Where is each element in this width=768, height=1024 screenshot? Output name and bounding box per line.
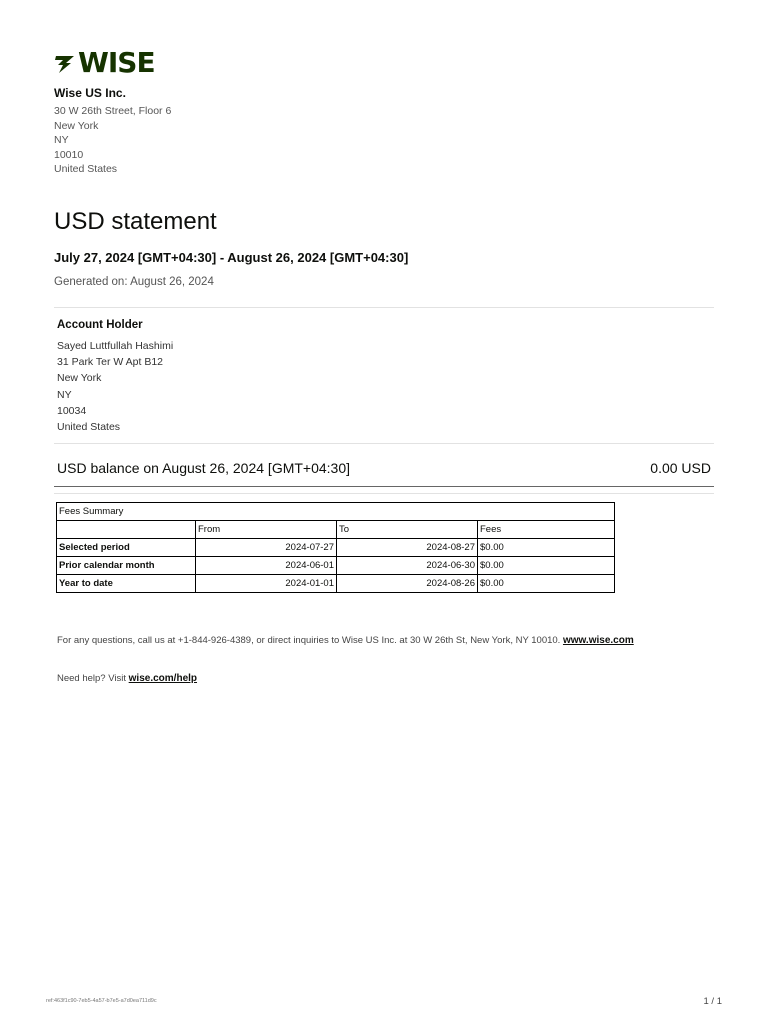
fees-summary-title: Fees Summary: [57, 503, 615, 521]
company-address-line: United States: [54, 163, 118, 176]
wise-logo: [54, 46, 155, 79]
row-label: Prior calendar month: [57, 557, 196, 575]
page-number: 1 / 1: [703, 996, 722, 1007]
help-info: [57, 673, 197, 684]
header-cell-fees: Fees: [478, 521, 615, 539]
account-holder-line: United States: [57, 421, 121, 434]
row-to: 2024-08-26: [337, 575, 478, 593]
company-name: Wise US Inc.: [54, 86, 126, 100]
header-cell-from: From: [196, 521, 337, 539]
help-text: Need help? Visit: [57, 673, 127, 684]
divider: [54, 443, 714, 444]
table-title-row: [57, 503, 615, 521]
header-cell-to: To: [337, 521, 478, 539]
wise-flag-icon: [54, 52, 76, 74]
table-row: [57, 575, 615, 593]
row-label: Year to date: [57, 575, 196, 593]
account-holder-line: New York: [57, 372, 102, 385]
divider: [54, 307, 714, 308]
row-from: 2024-07-27: [196, 539, 337, 557]
row-from: 2024-06-01: [196, 557, 337, 575]
statement-title: USD statement: [54, 208, 217, 235]
table-row: [57, 539, 615, 557]
divider: [54, 493, 714, 494]
account-holder-line: Sayed Luttfullah Hashimi: [57, 340, 174, 352]
row-fees: $0.00: [478, 557, 615, 575]
generated-date: Generated on: August 26, 2024: [54, 276, 214, 288]
row-to: 2024-08-27: [337, 539, 478, 557]
row-fees: $0.00: [478, 575, 615, 593]
company-address: [54, 104, 171, 177]
row-fees: $0.00: [478, 539, 615, 557]
balance-value: 0.00 USD: [650, 460, 711, 476]
account-holder-line: 31 Park Ter W Apt B12: [57, 356, 164, 369]
row-from: 2024-01-01: [196, 575, 337, 593]
balance-label: USD balance on August 26, 2024 [GMT+04:30]: [57, 460, 351, 476]
statement-period: July 27, 2024 [GMT+04:30] - August 26, 2024 [GMT+04:30]: [54, 250, 409, 265]
table-header-row: [57, 521, 615, 539]
company-address-line: New York: [54, 119, 99, 132]
help-link[interactable]: wise.com/help: [128, 673, 198, 684]
contact-info: [57, 635, 634, 646]
logo-text: WISE: [78, 46, 155, 79]
table-row: [57, 557, 615, 575]
header-cell-empty: [57, 521, 196, 539]
company-address-line: 30 W 26th Street, Floor 6: [54, 105, 172, 117]
company-address-line: NY: [54, 134, 69, 147]
reference-id: ref:463f1c90-7eb5-4a57-b7e5-a7d0ea711d9c: [46, 998, 157, 1004]
contact-text: For any questions, call us at +1-844-926-4389, or direct inquiries to Wise US Inc. at 30 W 26th St, New York, NY 10010.: [57, 635, 561, 646]
balance-divider: [54, 486, 714, 487]
company-address-line: 10010: [54, 148, 84, 161]
row-label: Selected period: [57, 539, 196, 557]
account-holder-address: [57, 338, 173, 435]
account-holder-line: NY: [57, 388, 72, 401]
row-to: 2024-06-30: [337, 557, 478, 575]
fees-summary-table: [56, 502, 615, 593]
account-holder-label: Account Holder: [57, 319, 143, 331]
account-holder-line: 10034: [57, 404, 87, 417]
wise-website-link[interactable]: www.wise.com: [562, 635, 634, 646]
